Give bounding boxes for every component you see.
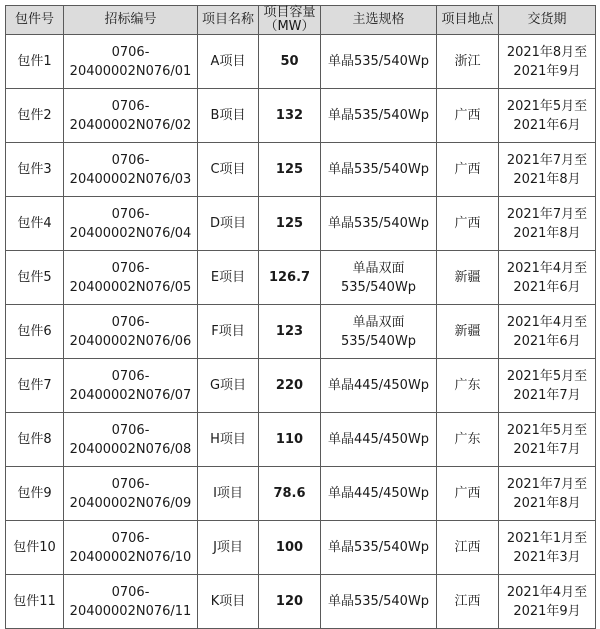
spec-cell-text: 单晶535/540Wp [327, 540, 430, 555]
location-cell [437, 251, 499, 305]
location-cell [437, 575, 499, 629]
capacity-cell-text: 220 [275, 378, 304, 393]
capacity-cell [259, 89, 321, 143]
header-delivery: 交货期 [499, 6, 596, 35]
table-row [6, 35, 596, 89]
tender-code-cell [64, 143, 198, 197]
tender-code-cell [64, 251, 198, 305]
package-cell-text: 包件7 [17, 378, 52, 393]
tender-code-cell-text: 0706- [111, 476, 150, 492]
delivery-cell-text: 2021年7月至 [506, 206, 588, 222]
package-cell-text: 包件5 [17, 270, 52, 285]
tender-code-cell-text: 20400002N076/04 [69, 225, 192, 241]
table-row [6, 143, 596, 197]
project-name-cell-text: K项目 [210, 594, 246, 609]
delivery-cell-text: 2021年7月至 [506, 476, 588, 492]
location-cell [437, 521, 499, 575]
tender-code-cell-text: 0706- [111, 98, 150, 114]
project-name-cell-text: F项目 [211, 324, 245, 339]
tender-code-cell-text: 0706- [111, 368, 150, 384]
delivery-cell-text: 2021年5月至 [506, 422, 588, 438]
location-cell-text: 广西 [454, 162, 481, 177]
capacity-cell [259, 575, 321, 629]
capacity-cell-text: 125 [275, 216, 304, 231]
delivery-cell [499, 89, 596, 143]
table-row [6, 251, 596, 305]
table-row [6, 359, 596, 413]
project-name-cell-text: E项目 [210, 270, 246, 285]
spec-cell-text: 单晶双面 [352, 260, 405, 276]
tender-code-cell-text: 20400002N076/01 [69, 63, 192, 79]
delivery-cell [499, 359, 596, 413]
location-cell-text: 广西 [454, 486, 481, 501]
capacity-cell [259, 521, 321, 575]
location-cell-text: 江西 [454, 540, 481, 555]
spec-cell [321, 575, 437, 629]
header-spec: 主选规格 [321, 6, 437, 35]
tender-code-cell-text: 0706- [111, 152, 150, 168]
delivery-cell-text: 2021年4月至 [506, 314, 588, 330]
tender-code-cell [64, 467, 198, 521]
delivery-cell [499, 305, 596, 359]
tender-code-cell-text: 0706- [111, 44, 150, 60]
table-row [6, 521, 596, 575]
spec-cell [321, 521, 437, 575]
location-cell [437, 197, 499, 251]
header-row [6, 6, 596, 35]
package-cell-text: 包件3 [17, 162, 52, 177]
header-capacity-unit: （MW） [264, 19, 315, 34]
spec-cell-text: 535/540Wp [340, 279, 417, 295]
header-capacity-label: 项目容量 [263, 5, 316, 20]
package-cell [6, 575, 64, 629]
spec-cell [321, 35, 437, 89]
location-cell [437, 359, 499, 413]
delivery-cell-text: 2021年7月 [513, 387, 581, 403]
tender-code-cell-text: 20400002N076/11 [69, 603, 192, 619]
capacity-cell-text: 100 [275, 540, 304, 555]
tender-code-cell [64, 197, 198, 251]
tender-code-cell-text: 20400002N076/09 [69, 495, 192, 511]
spec-cell [321, 143, 437, 197]
package-cell-text: 包件6 [17, 324, 52, 339]
delivery-cell-text: 2021年7月 [513, 441, 581, 457]
spec-cell [321, 359, 437, 413]
project-name-cell-text: C项目 [210, 162, 246, 177]
project-name-cell [198, 35, 259, 89]
spec-cell [321, 251, 437, 305]
package-cell [6, 359, 64, 413]
delivery-cell-text: 2021年9月 [513, 603, 581, 619]
capacity-cell-text: 78.6 [273, 486, 306, 501]
capacity-cell [259, 359, 321, 413]
tender-code-cell-text: 0706- [111, 260, 150, 276]
spec-cell [321, 305, 437, 359]
header-capacity [259, 6, 321, 35]
tender-code-cell-text: 0706- [111, 422, 150, 438]
tender-code-cell [64, 305, 198, 359]
spec-cell-text: 单晶535/540Wp [327, 216, 430, 231]
tender-code-cell-text: 20400002N076/07 [69, 387, 192, 403]
project-name-cell [198, 521, 259, 575]
delivery-cell-text: 2021年4月至 [506, 260, 588, 276]
location-cell-text: 广西 [454, 216, 481, 231]
capacity-cell [259, 467, 321, 521]
package-cell-text: 包件9 [17, 486, 52, 501]
location-cell [437, 89, 499, 143]
package-cell-text: 包件11 [13, 594, 56, 609]
location-cell [437, 143, 499, 197]
tender-code-cell-text: 20400002N076/06 [69, 333, 192, 349]
package-cell [6, 89, 64, 143]
package-cell-text: 包件10 [13, 540, 56, 555]
tender-code-cell [64, 35, 198, 89]
project-name-cell [198, 89, 259, 143]
project-name-cell-text: I项目 [213, 486, 243, 501]
location-cell-text: 浙江 [454, 54, 481, 69]
delivery-cell-text: 2021年8月至 [506, 44, 588, 60]
delivery-cell-text: 2021年4月至 [506, 584, 588, 600]
package-cell-text: 包件2 [17, 108, 52, 123]
project-name-cell [198, 305, 259, 359]
tender-code-cell-text: 20400002N076/03 [69, 171, 192, 187]
delivery-cell [499, 143, 596, 197]
package-cell [6, 413, 64, 467]
package-cell [6, 521, 64, 575]
capacity-cell [259, 197, 321, 251]
location-cell-text: 广东 [454, 432, 481, 447]
delivery-cell [499, 413, 596, 467]
location-cell-text: 江西 [454, 594, 481, 609]
spec-cell [321, 197, 437, 251]
project-name-cell [198, 197, 259, 251]
procurement-table [5, 5, 596, 629]
delivery-cell-text: 2021年8月 [513, 495, 581, 511]
project-name-cell [198, 413, 259, 467]
delivery-cell-text: 2021年9月 [513, 63, 581, 79]
table-row [6, 575, 596, 629]
spec-cell [321, 413, 437, 467]
delivery-cell-text: 2021年8月 [513, 171, 581, 187]
location-cell [437, 467, 499, 521]
tender-code-cell [64, 359, 198, 413]
header-tender-code: 招标编号 [64, 6, 198, 35]
table-row [6, 305, 596, 359]
capacity-cell [259, 35, 321, 89]
delivery-cell-text: 2021年6月 [513, 117, 581, 133]
header-project-name: 项目名称 [198, 6, 259, 35]
location-cell [437, 305, 499, 359]
spec-cell [321, 89, 437, 143]
package-cell-text: 包件4 [17, 216, 52, 231]
tender-code-cell-text: 20400002N076/08 [69, 441, 192, 457]
spec-cell-text: 单晶445/450Wp [327, 486, 430, 501]
delivery-cell-text: 2021年5月至 [506, 98, 588, 114]
package-cell [6, 305, 64, 359]
project-name-cell [198, 143, 259, 197]
capacity-cell-text: 125 [275, 162, 304, 177]
package-cell [6, 35, 64, 89]
table-row [6, 467, 596, 521]
package-cell [6, 197, 64, 251]
capacity-cell-text: 120 [275, 594, 304, 609]
tender-code-cell [64, 575, 198, 629]
spec-cell [321, 467, 437, 521]
spec-cell-text: 535/540Wp [340, 333, 417, 349]
tender-code-cell-text: 0706- [111, 314, 150, 330]
table-row [6, 413, 596, 467]
tender-code-cell [64, 413, 198, 467]
header-location: 项目地点 [437, 6, 499, 35]
location-cell [437, 413, 499, 467]
tender-code-cell-text: 0706- [111, 584, 150, 600]
project-name-cell-text: B项目 [210, 108, 246, 123]
project-name-cell-text: A项目 [210, 54, 246, 69]
location-cell-text: 新疆 [454, 324, 481, 339]
delivery-cell [499, 35, 596, 89]
project-name-cell-text: D项目 [209, 216, 246, 231]
delivery-cell-text: 2021年7月至 [506, 152, 588, 168]
project-name-cell-text: H项目 [210, 432, 246, 447]
delivery-cell [499, 521, 596, 575]
delivery-cell-text: 2021年8月 [513, 225, 581, 241]
package-cell-text: 包件1 [17, 54, 52, 69]
capacity-cell-text: 132 [275, 108, 304, 123]
tender-code-cell [64, 89, 198, 143]
tender-code-cell-text: 0706- [111, 206, 150, 222]
table-row [6, 89, 596, 143]
capacity-cell [259, 305, 321, 359]
delivery-cell-text: 2021年6月 [513, 279, 581, 295]
capacity-cell [259, 413, 321, 467]
tender-code-cell-text: 0706- [111, 530, 150, 546]
location-cell-text: 新疆 [454, 270, 481, 285]
delivery-cell [499, 251, 596, 305]
spec-cell-text: 单晶535/540Wp [327, 108, 430, 123]
package-cell [6, 251, 64, 305]
package-cell-text: 包件8 [17, 432, 52, 447]
project-name-cell [198, 251, 259, 305]
package-cell [6, 467, 64, 521]
spec-cell-text: 单晶535/540Wp [327, 162, 430, 177]
location-cell [437, 35, 499, 89]
delivery-cell-text: 2021年1月至 [506, 530, 588, 546]
project-name-cell [198, 575, 259, 629]
spec-cell-text: 单晶445/450Wp [327, 432, 430, 447]
capacity-cell [259, 251, 321, 305]
spec-cell-text: 单晶535/540Wp [327, 594, 430, 609]
location-cell-text: 广东 [454, 378, 481, 393]
delivery-cell-text: 2021年3月 [513, 549, 581, 565]
location-cell-text: 广西 [454, 108, 481, 123]
project-name-cell-text: J项目 [213, 540, 243, 555]
project-name-cell [198, 359, 259, 413]
spec-cell-text: 单晶双面 [352, 314, 405, 330]
delivery-cell-text: 2021年6月 [513, 333, 581, 349]
spec-cell-text: 单晶535/540Wp [327, 54, 430, 69]
project-name-cell [198, 467, 259, 521]
capacity-cell [259, 143, 321, 197]
tender-code-cell [64, 521, 198, 575]
delivery-cell [499, 197, 596, 251]
delivery-cell-text: 2021年5月至 [506, 368, 588, 384]
capacity-cell-text: 50 [280, 54, 299, 69]
table-row [6, 197, 596, 251]
project-name-cell-text: G项目 [209, 378, 247, 393]
capacity-cell-text: 123 [275, 324, 304, 339]
tender-code-cell-text: 20400002N076/05 [69, 279, 192, 295]
tender-code-cell-text: 20400002N076/02 [69, 117, 192, 133]
capacity-cell-text: 126.7 [268, 270, 311, 285]
delivery-cell [499, 575, 596, 629]
delivery-cell [499, 467, 596, 521]
package-cell [6, 143, 64, 197]
capacity-cell-text: 110 [275, 432, 304, 447]
tender-code-cell-text: 20400002N076/10 [69, 549, 192, 565]
spec-cell-text: 单晶445/450Wp [327, 378, 430, 393]
header-package: 包件号 [6, 6, 64, 35]
